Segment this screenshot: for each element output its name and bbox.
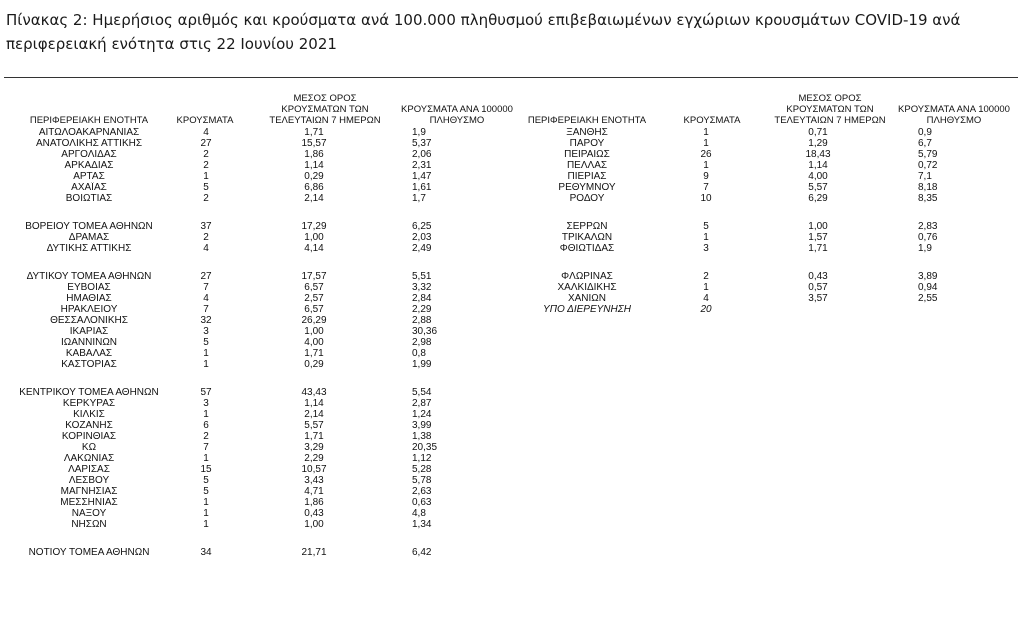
region-cell: ΠΕΙΡΑΙΩΣ	[564, 149, 610, 160]
cases-cell: 2	[703, 271, 709, 282]
avg7-cell: 5,57	[808, 182, 828, 193]
per100k-cell: 0,94	[918, 282, 938, 293]
per100k-cell: 5,28	[412, 464, 432, 475]
region-cell: ΑΧΑΪΑΣ	[71, 182, 107, 193]
table-row	[10, 442, 510, 453]
right-header-per100k: ΚΡΟΥΣΜΑΤΑ ΑΝΑ 100000 ΠΛΗΘΥΣΜΟ	[898, 104, 1010, 126]
per100k-cell: 5,78	[412, 475, 432, 486]
table-row	[508, 221, 1022, 232]
table-row	[508, 232, 1022, 243]
region-cell: ΦΛΩΡΙΝΑΣ	[561, 271, 613, 282]
per100k-cell: 5,54	[412, 387, 432, 398]
table-row	[508, 127, 1022, 138]
per100k-cell: 5,79	[918, 149, 938, 160]
region-cell: ΠΑΡΟΥ	[569, 138, 605, 149]
cases-cell: 6	[203, 420, 209, 431]
avg7-cell: 6,57	[304, 304, 324, 315]
avg7-cell: 1,71	[808, 243, 828, 254]
avg7-cell: 2,14	[304, 409, 324, 420]
per100k-cell: 1,9	[918, 243, 932, 254]
region-cell: ΚΑΣΤΟΡΙΑΣ	[61, 359, 117, 370]
avg7-cell: 1,14	[304, 398, 324, 409]
region-cell: ΚΕΡΚΥΡΑΣ	[62, 398, 116, 409]
cases-cell: 3	[203, 398, 209, 409]
avg7-cell: 0,57	[808, 282, 828, 293]
region-cell: ΧΑΝΙΩΝ	[567, 293, 607, 304]
region-cell: ΛΕΣΒΟΥ	[68, 475, 110, 486]
region-cell: ΜΑΓΝΗΣΙΑΣ	[60, 486, 118, 497]
table-row	[10, 409, 510, 420]
table-row	[508, 243, 1022, 254]
per100k-cell: 6,7	[918, 138, 932, 149]
per100k-cell: 1,34	[412, 519, 432, 530]
spacer-cell	[10, 204, 510, 221]
avg7-cell: 5,57	[304, 420, 324, 431]
region-cell: ΔΡΑΜΑΣ	[68, 232, 110, 243]
region-cell: ΑΡΚΑΔΙΑΣ	[64, 160, 114, 171]
left-data-table	[10, 127, 510, 558]
right-header-cases: ΚΡΟΥΣΜΑΤΑ	[683, 115, 741, 126]
table-row	[10, 519, 510, 530]
per100k-cell: 1,47	[412, 171, 432, 182]
cases-cell: 1	[203, 508, 209, 519]
cases-cell: 4	[203, 127, 209, 138]
cases-cell: 5	[203, 337, 209, 348]
region-cell: ΝΑΞΟΥ	[71, 508, 107, 519]
table-row	[508, 138, 1022, 149]
cases-cell: 4	[703, 293, 709, 304]
per100k-cell: 2,88	[412, 315, 432, 326]
avg7-cell: 2,57	[304, 293, 324, 304]
cases-cell: 37	[200, 221, 212, 232]
cases-cell: 1	[203, 519, 209, 530]
per100k-cell: 0,76	[918, 232, 938, 243]
avg7-cell: 0,71	[808, 127, 828, 138]
table-row	[508, 160, 1022, 171]
region-cell: ΔΥΤΙΚΗΣ ΑΤΤΙΚΗΣ	[46, 243, 132, 254]
avg7-cell	[746, 304, 890, 315]
cases-cell: 26	[700, 149, 712, 160]
per100k-cell: 2,49	[412, 243, 432, 254]
table-row	[10, 243, 510, 254]
table-row	[508, 193, 1022, 204]
per100k-cell: 5,37	[412, 138, 432, 149]
per100k-cell: 0,72	[918, 160, 938, 171]
per100k-cell: 7,1	[918, 171, 932, 182]
avg7-cell: 17,29	[301, 221, 327, 232]
per100k-cell: 2,87	[412, 398, 432, 409]
region-cell: ΙΚΑΡΙΑΣ	[69, 326, 109, 337]
avg7-cell: 15,57	[301, 138, 327, 149]
table-row	[10, 398, 510, 409]
left-header-cases: ΚΡΟΥΣΜΑΤΑ	[176, 115, 234, 126]
per100k-cell: 0,63	[412, 497, 432, 508]
region-cell: ΛΑΚΩΝΙΑΣ	[63, 453, 115, 464]
table-row	[10, 387, 510, 398]
region-cell: ΕΥΒΟΙΑΣ	[67, 282, 111, 293]
per100k-cell: 1,61	[412, 182, 432, 193]
cases-cell: 2	[203, 193, 209, 204]
region-cell: ΑΡΓΟΛΙΔΑΣ	[61, 149, 117, 160]
cases-cell: 1	[203, 359, 209, 370]
cases-cell: 1	[703, 127, 709, 138]
avg7-cell: 6,86	[304, 182, 324, 193]
per100k-cell: 3,99	[412, 420, 432, 431]
table-row	[10, 337, 510, 348]
avg7-cell: 3,57	[808, 293, 828, 304]
per100k-cell: 2,84	[412, 293, 432, 304]
region-cell: ΚΕΝΤΡΙΚΟΥ ΤΟΜΕΑ ΑΘΗΝΩΝ	[19, 387, 159, 398]
cases-cell: 4	[203, 243, 209, 254]
avg7-cell: 18,43	[805, 149, 831, 160]
per100k-cell: 8,18	[918, 182, 938, 193]
region-cell: ΞΑΝΘΗΣ	[566, 127, 608, 138]
table-row	[10, 127, 510, 138]
spacer-cell	[10, 530, 510, 547]
top-rule	[4, 77, 1018, 78]
table-row	[10, 293, 510, 304]
per100k-cell: 1,12	[412, 453, 432, 464]
cases-cell: 7	[203, 282, 209, 293]
cases-cell: 9	[703, 171, 709, 182]
region-cell: ΔΥΤΙΚΟΥ ΤΟΜΕΑ ΑΘΗΝΩΝ	[26, 271, 152, 282]
table-row	[10, 348, 510, 359]
cases-cell: 7	[203, 442, 209, 453]
cases-cell: 15	[200, 464, 212, 475]
table-row	[10, 359, 510, 370]
group-spacer	[10, 530, 510, 547]
region-cell: ΗΜΑΘΙΑΣ	[66, 293, 112, 304]
right-header-avg7: ΜΕΣΟΣ ΟΡΟΣ ΚΡΟΥΣΜΑΤΩΝ ΤΩΝ ΤΕΛΕΥΤΑΙΩΝ 7 ΗΜΕΡΩΝ	[774, 93, 886, 126]
table-row	[10, 282, 510, 293]
avg7-cell: 2,29	[304, 453, 324, 464]
region-cell: ΑΡΤΑΣ	[73, 171, 105, 182]
region-cell: ΠΕΛΛΑΣ	[566, 160, 608, 171]
per100k-cell: 0,9	[918, 127, 932, 138]
right-data-table	[508, 127, 1022, 315]
table-row	[10, 193, 510, 204]
per100k-cell: 2,29	[412, 304, 432, 315]
cases-cell: 2	[203, 431, 209, 442]
avg7-cell: 0,43	[304, 508, 324, 519]
per100k-cell: 20,35	[412, 442, 438, 453]
cases-cell: 4	[203, 293, 209, 304]
region-cell: ΤΡΙΚΑΛΩΝ	[561, 232, 613, 243]
cases-cell: 5	[203, 182, 209, 193]
cases-cell: 1	[203, 497, 209, 508]
table-row	[10, 475, 510, 486]
per100k-cell: 3,32	[412, 282, 432, 293]
table-row	[508, 293, 1022, 304]
cases-cell: 27	[200, 138, 212, 149]
per100k-cell: 30,36	[412, 326, 438, 337]
avg7-cell: 1,86	[304, 497, 324, 508]
region-cell: ΒΟΡΕΙΟΥ ΤΟΜΕΑ ΑΘΗΝΩΝ	[25, 221, 153, 232]
table-row	[10, 149, 510, 160]
avg7-cell: 1,71	[304, 127, 324, 138]
region-cell: ΝΗΣΩΝ	[71, 519, 107, 530]
cases-cell: 2	[203, 232, 209, 243]
region-cell: ΛΑΡΙΣΑΣ	[68, 464, 110, 475]
cases-cell: 2	[203, 149, 209, 160]
region-cell: ΠΙΕΡΙΑΣ	[567, 171, 607, 182]
region-cell: ΚΑΒΑΛΑΣ	[65, 348, 113, 359]
avg7-cell: 0,29	[304, 359, 324, 370]
table-row	[10, 508, 510, 519]
table-row	[10, 326, 510, 337]
table-row	[10, 171, 510, 182]
table-row	[10, 431, 510, 442]
cases-cell: 7	[203, 304, 209, 315]
group-spacer	[10, 370, 510, 387]
table-row	[508, 149, 1022, 160]
left-header-per100k: ΚΡΟΥΣΜΑΤΑ ΑΝΑ 100000 ΠΛΗΘΥΣΜΟ	[401, 104, 513, 126]
per100k-cell: 1,38	[412, 431, 432, 442]
region-cell: ΑΙΤΩΛΟΑΚΑΡΝΑΝΙΑΣ	[38, 127, 140, 138]
per100k-cell: 2,63	[412, 486, 432, 497]
spacer-cell	[10, 254, 510, 271]
cases-cell: 57	[200, 387, 212, 398]
avg7-cell: 21,71	[301, 547, 327, 558]
region-cell: ΝΟΤΙΟΥ ΤΟΜΕΑ ΑΘΗΝΩΝ	[28, 547, 150, 558]
per100k-cell: 1,24	[412, 409, 432, 420]
table-row	[10, 232, 510, 243]
region-cell: ΒΟΙΩΤΙΑΣ	[65, 193, 113, 204]
region-cell: ΚΟΖΑΝΗΣ	[65, 420, 113, 431]
cases-cell: 3	[203, 326, 209, 337]
region-cell: ΚΙΛΚΙΣ	[73, 409, 105, 420]
table-row	[10, 221, 510, 232]
avg7-cell: 3,29	[304, 442, 324, 453]
table-row	[508, 271, 1022, 282]
avg7-cell: 4,00	[808, 171, 828, 182]
table-row	[10, 315, 510, 326]
right-header-region: ΠΕΡΙΦΕΡΕΙΑΚΗ ΕΝΟΤΗΤΑ	[527, 115, 647, 126]
per100k-cell: 2,83	[918, 221, 938, 232]
table-row	[10, 271, 510, 282]
avg7-cell: 4,14	[304, 243, 324, 254]
avg7-cell: 2,14	[304, 193, 324, 204]
table-row	[508, 182, 1022, 193]
region-cell: ΡΕΘΥΜΝΟΥ	[558, 182, 616, 193]
cases-cell: 1	[203, 171, 209, 182]
region-cell: ΦΘΙΩΤΙΔΑΣ	[559, 243, 615, 254]
cases-cell: 5	[203, 475, 209, 486]
per100k-cell: 4,8	[412, 508, 426, 519]
avg7-cell: 1,71	[304, 431, 324, 442]
avg7-cell: 1,00	[808, 221, 828, 232]
cases-cell: 7	[703, 182, 709, 193]
cases-cell: 10	[700, 193, 712, 204]
cases-cell: 2	[203, 160, 209, 171]
per100k-cell: 2,03	[412, 232, 432, 243]
avg7-cell: 1,29	[808, 138, 828, 149]
avg7-cell: 1,57	[808, 232, 828, 243]
cases-cell: 1	[203, 409, 209, 420]
table-row	[10, 547, 510, 558]
avg7-cell: 26,29	[301, 315, 327, 326]
per100k-cell: 1,7	[412, 193, 426, 204]
table-row	[10, 486, 510, 497]
avg7-cell: 1,86	[304, 149, 324, 160]
avg7-cell: 0,29	[304, 171, 324, 182]
avg7-cell: 1,00	[304, 326, 324, 337]
cases-cell: 1	[703, 160, 709, 171]
per100k-cell: 6,25	[412, 221, 432, 232]
per100k-cell: 1,99	[412, 359, 432, 370]
group-spacer	[508, 204, 1022, 221]
per100k-cell: 6,42	[412, 547, 432, 558]
per100k-cell: 0,8	[412, 348, 426, 359]
per100k-cell: 2,55	[918, 293, 938, 304]
cases-cell: 32	[200, 315, 212, 326]
table-row	[10, 453, 510, 464]
group-spacer	[508, 254, 1022, 271]
per100k-cell: 2,06	[412, 149, 432, 160]
avg7-cell: 3,43	[304, 475, 324, 486]
avg7-cell: 10,57	[301, 464, 327, 475]
region-cell: ΘΕΣΣΑΛΟΝΙΚΗΣ	[50, 315, 128, 326]
region-cell: ΑΝΑΤΟΛΙΚΗΣ ΑΤΤΙΚΗΣ	[35, 138, 143, 149]
spacer-cell	[508, 254, 1022, 271]
avg7-cell: 1,14	[304, 160, 324, 171]
table-row	[10, 160, 510, 171]
group-spacer	[10, 254, 510, 271]
avg7-cell: 1,71	[304, 348, 324, 359]
region-cell: ΚΩ	[81, 442, 97, 453]
region-cell: ΗΡΑΚΛΕΙΟΥ	[60, 304, 118, 315]
region-cell: ΡΟΔΟΥ	[569, 193, 605, 204]
table-row	[508, 304, 1022, 315]
per100k-cell: 1,9	[412, 127, 426, 138]
per100k-cell	[890, 304, 1022, 315]
cases-cell: 1	[703, 138, 709, 149]
left-header-region: ΠΕΡΙΦΕΡΕΙΑΚΗ ΕΝΟΤΗΤΑ	[29, 115, 149, 126]
cases-cell: 5	[203, 486, 209, 497]
cases-cell: 3	[703, 243, 709, 254]
region-cell: ΥΠΟ ΔΙΕΡΕΥΝΗΣΗ	[543, 304, 631, 315]
avg7-cell: 43,43	[301, 387, 327, 398]
avg7-cell: 4,71	[304, 486, 324, 497]
region-cell: ΚΟΡΙΝΘΙΑΣ	[61, 431, 117, 442]
table-row	[10, 182, 510, 193]
table-row	[10, 464, 510, 475]
avg7-cell: 1,00	[304, 519, 324, 530]
cases-cell: 20	[700, 304, 712, 315]
spacer-cell	[10, 370, 510, 387]
per100k-cell: 8,35	[918, 193, 938, 204]
group-spacer	[10, 204, 510, 221]
spacer-cell	[508, 204, 1022, 221]
avg7-cell: 1,14	[808, 160, 828, 171]
per100k-cell: 2,31	[412, 160, 432, 171]
table-row	[10, 497, 510, 508]
region-cell: ΧΑΛΚΙΔΙΚΗΣ	[557, 282, 617, 293]
avg7-cell: 1,00	[304, 232, 324, 243]
table-row	[10, 304, 510, 315]
cases-cell: 1	[703, 232, 709, 243]
cases-cell: 1	[203, 453, 209, 464]
cases-cell: 1	[203, 348, 209, 359]
avg7-cell: 0,43	[808, 271, 828, 282]
cases-cell: 5	[703, 221, 709, 232]
table-row	[10, 420, 510, 431]
avg7-cell: 6,29	[808, 193, 828, 204]
cases-cell: 27	[200, 271, 212, 282]
cases-cell: 34	[200, 547, 212, 558]
table-row	[10, 138, 510, 149]
cases-cell: 1	[703, 282, 709, 293]
table-row	[508, 171, 1022, 182]
left-header-avg7: ΜΕΣΟΣ ΟΡΟΣ ΚΡΟΥΣΜΑΤΩΝ ΤΩΝ ΤΕΛΕΥΤΑΙΩΝ 7 ΗΜΕΡΩΝ	[269, 93, 381, 126]
region-cell: ΣΕΡΡΩΝ	[566, 221, 608, 232]
per100k-cell: 2,98	[412, 337, 432, 348]
per100k-cell: 5,51	[412, 271, 432, 282]
avg7-cell: 17,57	[301, 271, 327, 282]
page-title: Πίνακας 2: Ημερήσιος αριθμός και κρούσματα ανά 100.000 πληθυσμού επιβεβαιωμένων εγχώριων κρουσμάτων COVID-19 ανά περιφερειακή ενότητα στις 22 Ιουνίου 2021	[6, 11, 961, 53]
region-cell: ΙΩΑΝΝΙΝΩΝ	[60, 337, 118, 348]
per100k-cell: 3,89	[918, 271, 938, 282]
table-row	[508, 282, 1022, 293]
avg7-cell: 4,00	[304, 337, 324, 348]
region-cell: ΜΕΣΣΗΝΙΑΣ	[60, 497, 118, 508]
avg7-cell: 6,57	[304, 282, 324, 293]
